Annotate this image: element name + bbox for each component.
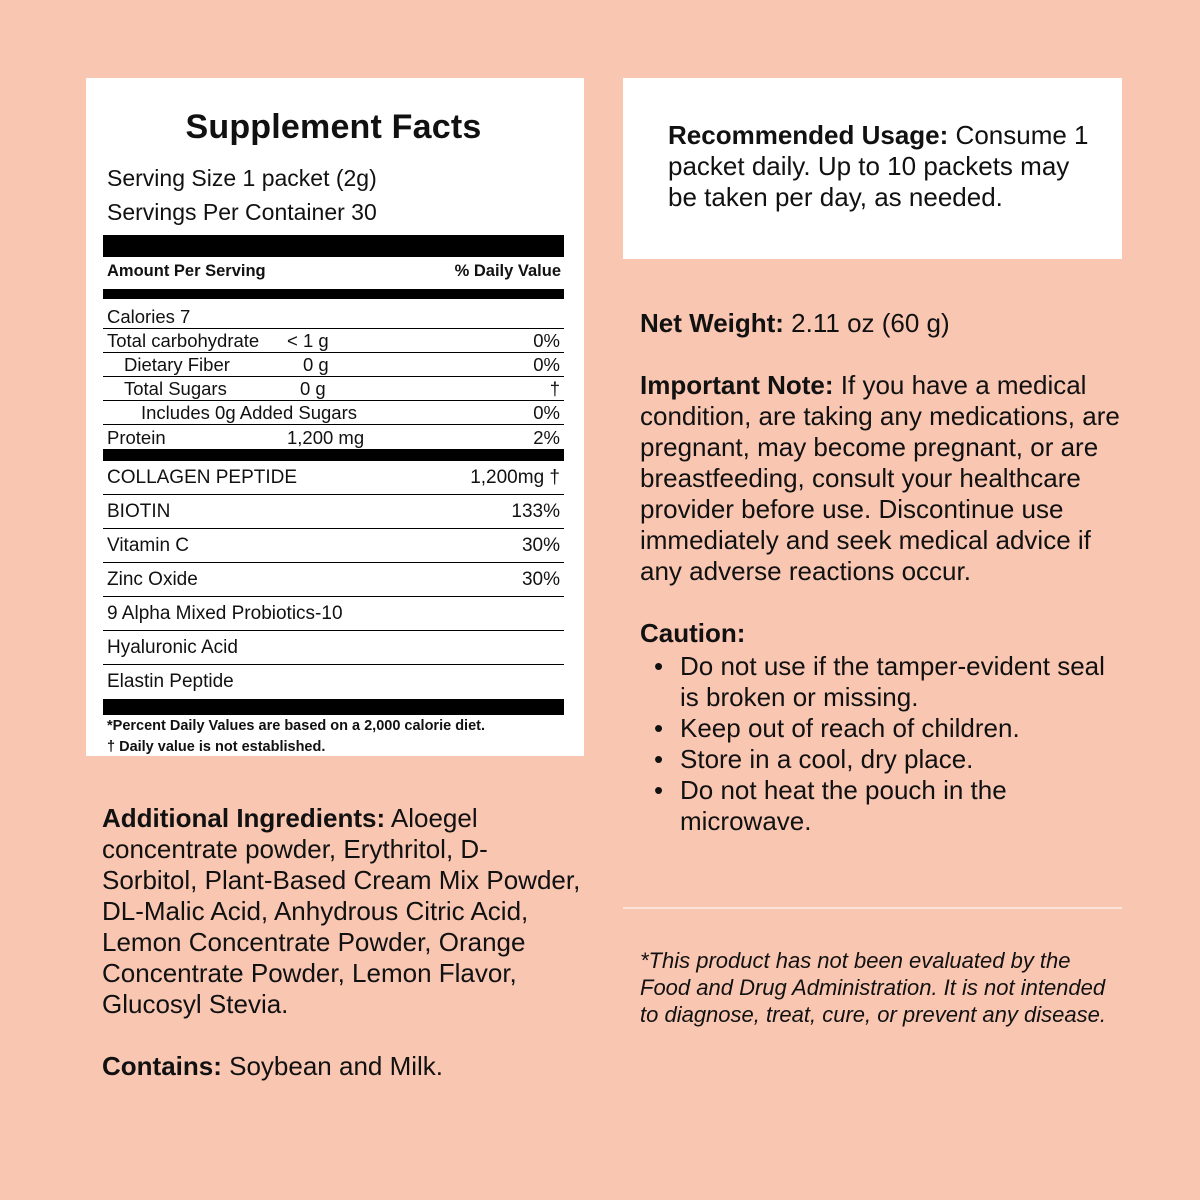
nutrient-name: Includes 0g Added Sugars xyxy=(141,402,357,423)
ingredient-name: Elastin Peptide xyxy=(107,671,234,692)
nutrient-name: Total carbohydrate xyxy=(107,330,260,351)
nutrient-name: Calories 7 xyxy=(107,306,191,327)
nutrient-dv: † xyxy=(549,378,560,399)
nutrient-name: Protein xyxy=(107,427,166,448)
fda-disclaimer: *This product has not been evaluated by the Food and Drug Administration. It is not intended to diagnose, treat, cure, or prevent any disease. xyxy=(640,948,1106,1027)
contains-text: Soybean and Milk. xyxy=(221,1051,444,1081)
nutrient-row-protein xyxy=(103,425,564,449)
facts-header-row xyxy=(103,257,564,289)
nutrient-dv: 0% xyxy=(533,402,560,423)
daily-value-header: % Daily Value xyxy=(454,262,561,280)
caution-item: • Do not heat the pouch in the microwave. xyxy=(654,775,1007,836)
important-note-text: If you have a medical condition, are taking any medications, are pregnant, may become pregnant, or are breastfeeding, consult your healthcare provider before use. Discontinue use immediately and seek medical advice if any adverse reactions occur. xyxy=(640,370,1120,586)
additional-ingredients xyxy=(102,803,582,1020)
serving-size: Serving Size 1 packet (2g) xyxy=(107,165,377,191)
nutrient-row-sugars xyxy=(103,377,564,401)
bullet-icon: • xyxy=(654,713,664,743)
facts-title: Supplement Facts xyxy=(185,108,482,146)
nutrient-dv: 0% xyxy=(533,330,560,351)
net-weight xyxy=(640,308,1120,339)
nutrient-name: Total Sugars xyxy=(124,378,227,399)
ingredient-row xyxy=(103,461,564,495)
nutrient-row-calories xyxy=(103,299,564,329)
ingredient-dv: 30% xyxy=(521,534,560,556)
ingredient-row xyxy=(103,495,564,529)
recommended-usage-panel xyxy=(623,78,1122,259)
right-info-column xyxy=(640,308,1120,837)
caution-item: • Store in a cool, dry place. xyxy=(654,744,974,774)
additional-ingredients-text: Aloegel concentrate powder, Erythritol, D-Sorbitol, Plant-Based Cream Mix Powder, DL-Malic Acid, Anhydrous Citric Acid, Lemon Concentrate Powder, Orange Concentrate Powder, Lemon Flavor, Glucosyl Stevia. xyxy=(102,803,581,1019)
divider-bar xyxy=(103,235,564,257)
nutrient-amount: 0 g xyxy=(300,378,326,399)
ingredient-dv: 133% xyxy=(511,500,560,522)
caution-list xyxy=(640,651,1120,837)
important-note xyxy=(640,370,1120,587)
ingredient-name: Zinc Oxide xyxy=(107,568,198,590)
ingredient-row xyxy=(103,665,564,699)
additional-ingredients-label: Additional Ingredients: xyxy=(102,803,386,833)
nutrient-amount: 0 g xyxy=(303,354,329,375)
divider-bar xyxy=(103,449,564,461)
ingredient-row xyxy=(103,597,564,631)
contains xyxy=(102,1051,582,1082)
nutrient-row-carbohydrate xyxy=(103,329,564,353)
amount-per-serving-header: Amount Per Serving xyxy=(107,262,266,280)
ingredient-name: Hyaluronic Acid xyxy=(107,636,238,658)
usage-text: Consume 1 packet daily. Up to 10 packets may be taken per day, as needed. xyxy=(668,120,1089,212)
nutrient-dv: 2% xyxy=(533,427,560,448)
servings-per-container: Servings Per Container 30 xyxy=(107,199,377,225)
important-note-label: Important Note: xyxy=(640,370,834,400)
ingredient-name: BIOTIN xyxy=(107,500,171,522)
bullet-icon: • xyxy=(654,651,664,681)
net-weight-value: 2.11 oz (60 g) xyxy=(783,308,950,338)
nutrient-dv: 0% xyxy=(533,354,560,375)
ingredient-row xyxy=(103,631,564,665)
nutrient-row-added-sugars xyxy=(103,401,564,425)
contains-label: Contains: xyxy=(102,1051,222,1081)
net-weight-label: Net Weight: xyxy=(640,308,784,338)
caution-heading xyxy=(640,618,1120,649)
footnote-daily-values: *Percent Daily Values are based on a 2,000 calorie diet. xyxy=(107,718,485,734)
supplement-facts-panel xyxy=(86,78,584,756)
divider-bar xyxy=(103,699,564,715)
nutrient-amount: 1,200 mg xyxy=(287,427,365,448)
bullet-icon: • xyxy=(654,744,664,774)
ingredient-name: Vitamin C xyxy=(107,534,190,556)
left-info-column xyxy=(102,803,582,1082)
footnote-dagger: † Daily value is not established. xyxy=(107,739,326,755)
ingredient-dv: 1,200mg † xyxy=(470,466,560,488)
divider-bar xyxy=(103,289,564,299)
caution-item: • Do not use if the tamper-evident seal is broken or missing. xyxy=(654,651,1105,712)
nutrient-name: Dietary Fiber xyxy=(124,354,230,375)
bullet-icon: • xyxy=(654,775,664,805)
usage-label: Recommended Usage: xyxy=(668,120,949,150)
section-divider xyxy=(623,907,1122,909)
nutrient-row-fiber xyxy=(103,353,564,377)
nutrient-amount: < 1 g xyxy=(287,330,329,351)
caution-label: Caution: xyxy=(640,618,746,648)
ingredient-row xyxy=(103,563,564,597)
ingredient-name: 9 Alpha Mixed Probiotics-10 xyxy=(107,602,343,624)
ingredient-dv: 30% xyxy=(521,568,560,590)
caution-item: • Keep out of reach of children. xyxy=(654,713,1020,743)
ingredient-name: COLLAGEN PEPTIDE xyxy=(107,466,298,488)
ingredient-row xyxy=(103,529,564,563)
